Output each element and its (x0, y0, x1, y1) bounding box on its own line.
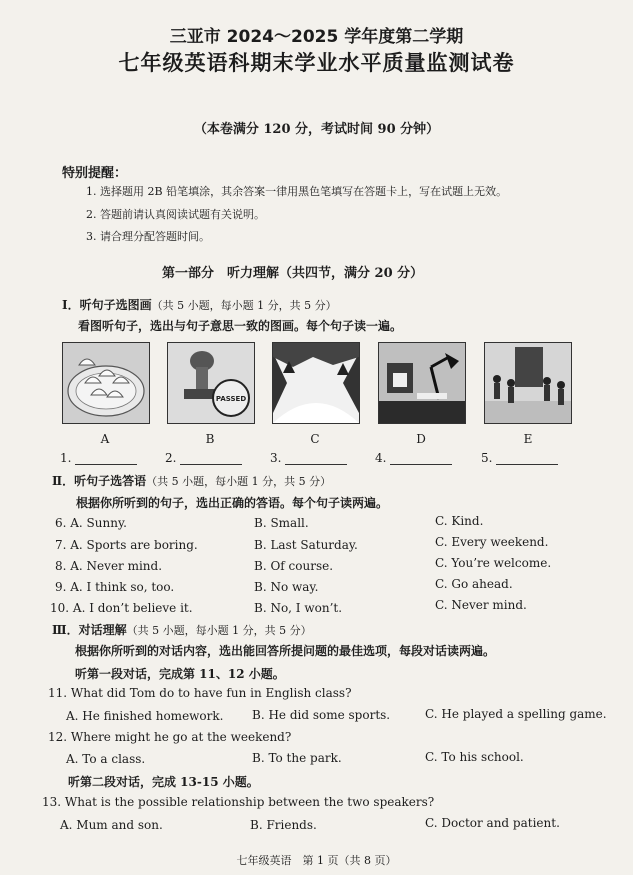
picture-label-c: C (310, 432, 320, 446)
q8-option-b: B. Of course. (254, 559, 334, 573)
section1-instruction: 看图听句子，选出与句子意思一致的图画。每个句子读一遍。 (78, 319, 403, 333)
section1-score: （共 5 小题，每小题 1 分，共 5 分） (151, 299, 337, 312)
q11-option-c: C. He played a spelling game. (425, 707, 607, 721)
reminder-title: 特别提醒： (62, 166, 128, 181)
q6-option-b: B. Small. (254, 516, 309, 530)
picture-b-passed-stamp (167, 342, 255, 424)
q13-option-a: A. Mum and son. (60, 818, 163, 832)
dialog1-instruction: 听第一段对话，完成第 11、12 小题。 (75, 667, 285, 681)
blank-number: 3. (270, 451, 282, 465)
dialog2-instruction: 听第二段对话，完成 13-15 小题。 (68, 775, 259, 789)
q13-option-b: B. Friends. (250, 818, 317, 832)
q10-option-b: B. No, I won’t. (254, 601, 343, 615)
q11-stem: 11. What did Tom do to have fun in English class? (48, 686, 352, 700)
part1-title: 第一部分 听力理解（共四节，满分 20 分） (162, 266, 424, 281)
section3-heading (52, 621, 312, 638)
answer-blank-5[interactable] (481, 451, 558, 465)
answer-blank-4[interactable] (375, 451, 452, 465)
q10-option-c: C. Never mind. (435, 598, 527, 612)
picture-label-e: E (523, 432, 533, 446)
section3-score: （共 5 小题，每小题 1 分，共 5 分） (126, 624, 312, 637)
q9-option-b: B. No way. (254, 580, 319, 594)
q6-option-a: 6. A. Sunny. (55, 516, 127, 530)
exam-note: （本卷满分 120 分，考试时间 90 分钟） (193, 122, 440, 137)
picture-c-snow-valley (272, 342, 360, 424)
q12-option-b: B. To the park. (252, 751, 342, 765)
picture-label-b: B (205, 432, 215, 446)
blank-number: 4. (375, 451, 387, 465)
reminder-item-1: 1. 选择题用 2B 铅笔填涂，其余答案一律用黑色笔填写在答题卡上，写在试题上无效。 (86, 185, 508, 198)
picture-label-a: A (100, 432, 110, 446)
q10-option-a: 10. A. I don’t believe it. (50, 601, 193, 615)
q7-option-c: C. Every weekend. (435, 535, 549, 549)
page-footer: 七年级英语 第 1 页（共 8 页） (236, 854, 397, 867)
q9-option-c: C. Go ahead. (435, 577, 513, 591)
q12-option-c: C. To his school. (425, 750, 524, 764)
answer-blank-2[interactable] (165, 451, 242, 465)
section2-heading (52, 472, 331, 489)
section1-title: Ⅰ．听句子选图画 (62, 298, 152, 312)
q13-stem: 13. What is the possible relationship between the two speakers? (42, 795, 435, 809)
q6-option-c: C. Kind. (435, 514, 484, 528)
q12-option-a: A. To a class. (66, 752, 146, 766)
q7-option-b: B. Last Saturday. (254, 538, 358, 552)
section1-heading (62, 296, 337, 313)
q8-option-c: C. You’re welcome. (435, 556, 552, 570)
answer-blank-1[interactable] (60, 451, 137, 465)
answer-blank-3[interactable] (270, 451, 347, 465)
picture-a-dumplings (62, 342, 150, 424)
q12-stem: 12. Where might he go at the weekend? (48, 730, 292, 744)
q11-option-a: A. He finished homework. (66, 709, 224, 723)
section2-title: Ⅱ．听句子选答语 (52, 474, 147, 488)
picture-d-desk-lamp (378, 342, 466, 424)
section3-title: Ⅲ．对话理解 (52, 623, 127, 637)
q8-option-a: 8. A. Never mind. (55, 559, 163, 573)
blank-number: 5. (481, 451, 493, 465)
q11-option-b: B. He did some sports. (252, 708, 391, 722)
q7-option-a: 7. A. Sports are boring. (55, 538, 198, 552)
section3-instruction: 根据你所听到的对话内容，选出能回答所提问题的最佳选项，每段对话读两遍。 (75, 644, 496, 658)
passed-stamp-text: PASSED (215, 395, 247, 403)
section2-instruction: 根据你所听到的句子，选出正确的答语。每个句子读两遍。 (76, 496, 389, 510)
reminder-item-3: 3. 请合理分配答题时间。 (86, 230, 210, 243)
reminder-item-2: 2. 答题前请认真阅读试题有关说明。 (86, 208, 265, 221)
blank-number: 1. (60, 451, 72, 465)
q13-option-c: C. Doctor and patient. (425, 816, 560, 830)
exam-header-line1: 三亚市 2024～2025 学年度第二学期 (169, 27, 464, 47)
picture-e-playground (484, 342, 572, 424)
section2-score: （共 5 小题，每小题 1 分，共 5 分） (146, 475, 332, 488)
exam-title: 七年级英语科期末学业水平质量监测试卷 (118, 51, 515, 75)
q9-option-a: 9. A. I think so, too. (55, 580, 175, 594)
blank-number: 2. (165, 451, 177, 465)
picture-label-d: D (416, 432, 426, 446)
